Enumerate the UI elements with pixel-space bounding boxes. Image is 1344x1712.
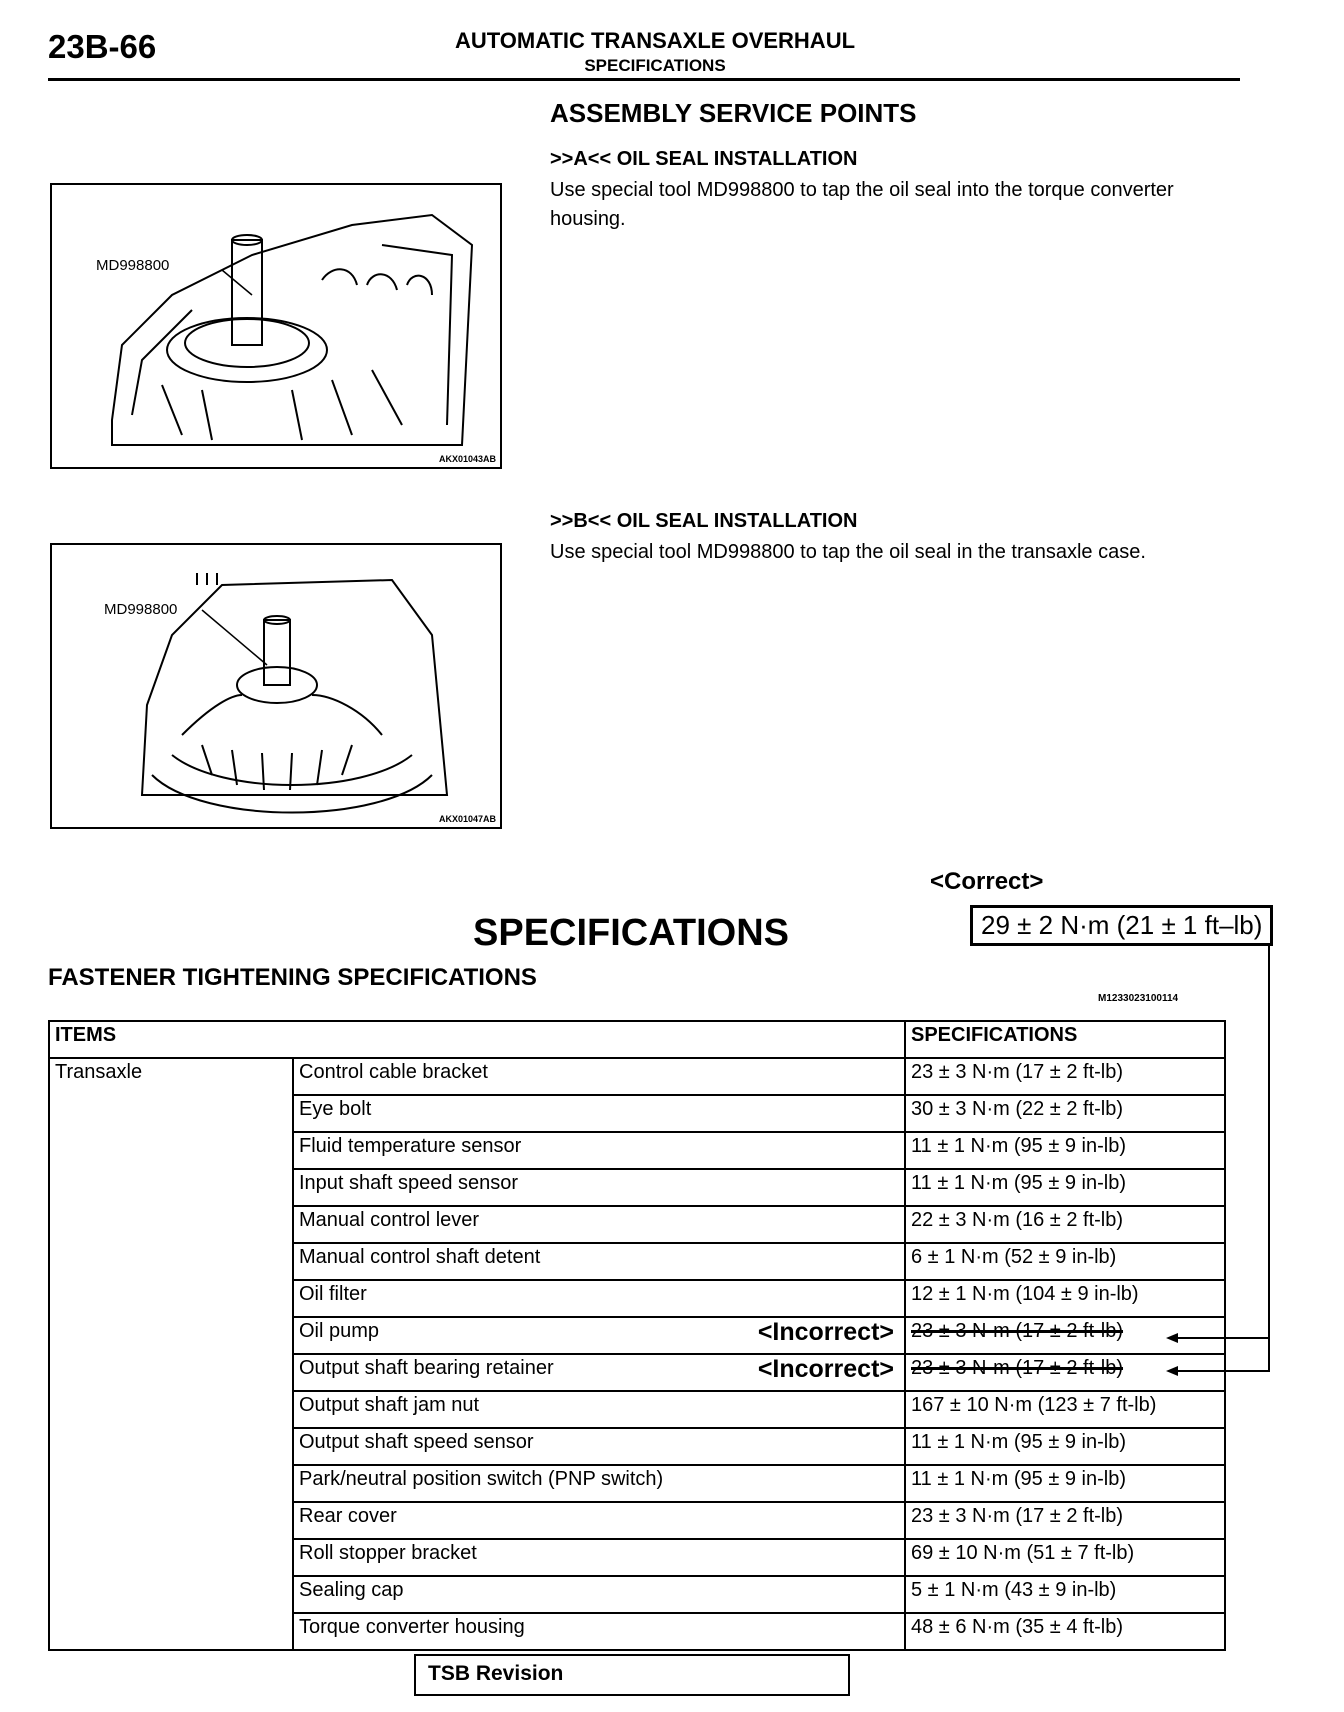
service-point-a-text: Use special tool MD998800 to tap the oil seal into the torque converter housing.: [550, 179, 1174, 230]
figure-oil-seal-b: [50, 543, 502, 829]
spec-value: 5 ± 1 N·m (43 ± 9 in-lb): [905, 1576, 1225, 1613]
spec-value: 23 ± 3 N·m (17 ± 2 ft-lb): [905, 1502, 1225, 1539]
figure-a-code: AKX01043AB: [438, 454, 496, 464]
correction-leader-vertical: [1268, 943, 1270, 1372]
table-row: [49, 1058, 1225, 1095]
item-name: Output shaft jam nut: [293, 1391, 905, 1428]
chapter-title: AUTOMATIC TRANSAXLE OVERHAUL: [454, 28, 856, 53]
spec-value-struck: 23 ± 3 N·m (17 ± 2 ft-lb): [905, 1317, 1225, 1354]
fastener-title: FASTENER TIGHTENING SPECIFICATIONS: [48, 964, 537, 991]
spec-value: 11 ± 1 N·m (95 ± 9 in-lb): [905, 1169, 1225, 1206]
oil-seal-tool-illustration-b: [52, 545, 500, 827]
document-code: M1233023100114: [1098, 993, 1179, 1004]
column-header-items: ITEMS: [49, 1021, 905, 1058]
incorrect-label: <Incorrect>: [757, 1318, 894, 1346]
spec-value: 30 ± 3 N·m (22 ± 2 ft-lb): [905, 1095, 1225, 1132]
figure-b-code: AKX01047AB: [438, 814, 496, 824]
correct-label: <Correct>: [930, 868, 1044, 895]
column-header-specifications: SPECIFICATIONS: [905, 1021, 1225, 1058]
item-name: Output shaft speed sensor: [293, 1428, 905, 1465]
service-point-b-text: Use special tool MD998800 to tap the oil seal in the transaxle case.: [550, 541, 1146, 563]
correct-value-box: 29 ± 2 N·m (21 ± 1 ft–lb): [970, 905, 1273, 946]
figure-oil-seal-a: [50, 183, 502, 469]
service-point-b-title: >>B<< OIL SEAL INSTALLATION: [550, 510, 858, 532]
arrow-head-icon: [1166, 1330, 1180, 1380]
spec-value: 11 ± 1 N·m (95 ± 9 in-lb): [905, 1465, 1225, 1502]
correction-leader-bearing-retainer: [1176, 1370, 1270, 1372]
correction-leader-oil-pump: [1176, 1337, 1270, 1339]
oil-seal-tool-illustration-a: [52, 185, 500, 467]
item-name: Eye bolt: [293, 1095, 905, 1132]
item-name: Manual control shaft detent: [293, 1243, 905, 1280]
spec-value: 6 ± 1 N·m (52 ± 9 in-lb): [905, 1243, 1225, 1280]
item-name: Oil filter: [293, 1280, 905, 1317]
item-name: Torque converter housing: [293, 1613, 905, 1650]
tsb-revision-box: TSB Revision: [414, 1654, 850, 1696]
chapter-subtitle: SPECIFICATIONS: [584, 56, 726, 75]
header-rule: [48, 78, 1240, 81]
item-name: Manual control lever: [293, 1206, 905, 1243]
spec-value: 11 ± 1 N·m (95 ± 9 in-lb): [905, 1428, 1225, 1465]
fastener-spec-table: [48, 1020, 1226, 1651]
service-point-a-title: >>A<< OIL SEAL INSTALLATION: [550, 148, 858, 170]
specifications-title: SPECIFICATIONS: [473, 912, 789, 954]
item-name: Roll stopper bracket: [293, 1539, 905, 1576]
item-name: Rear cover: [293, 1502, 905, 1539]
spec-value: 167 ± 10 N·m (123 ± 7 ft-lb): [905, 1391, 1225, 1428]
assembly-heading: ASSEMBLY SERVICE POINTS: [550, 98, 917, 128]
item-cell-output-shaft-bearing-retainer: [293, 1354, 905, 1391]
spec-value: 48 ± 6 N·m (35 ± 4 ft-lb): [905, 1613, 1225, 1650]
table-header-row: [49, 1021, 1225, 1058]
spec-value: 69 ± 10 N·m (51 ± 7 ft-lb): [905, 1539, 1225, 1576]
item-name: Output shaft bearing retainer: [299, 1357, 554, 1379]
figure-b-tool-label: MD998800: [104, 601, 178, 618]
spec-value: 22 ± 3 N·m (16 ± 2 ft-lb): [905, 1206, 1225, 1243]
item-name: Oil pump: [299, 1320, 380, 1342]
item-name: Control cable bracket: [293, 1058, 905, 1095]
group-transaxle: Transaxle: [49, 1058, 293, 1650]
spec-value: 11 ± 1 N·m (95 ± 9 in-lb): [905, 1132, 1225, 1169]
incorrect-label: <Incorrect>: [757, 1355, 894, 1383]
item-name: Input shaft speed sensor: [293, 1169, 905, 1206]
figure-a-tool-label: MD998800: [96, 257, 170, 274]
item-name: Fluid temperature sensor: [293, 1132, 905, 1169]
item-name: Park/neutral position switch (PNP switch): [293, 1465, 905, 1502]
page-number: 23B-66: [48, 28, 157, 65]
spec-value: 23 ± 3 N·m (17 ± 2 ft-lb): [905, 1058, 1225, 1095]
spec-value: 12 ± 1 N·m (104 ± 9 in-lb): [905, 1280, 1225, 1317]
item-name: Sealing cap: [293, 1576, 905, 1613]
item-cell-oil-pump: [293, 1317, 905, 1354]
spec-value-struck: 23 ± 3 N·m (17 ± 2 ft-lb): [905, 1354, 1225, 1391]
